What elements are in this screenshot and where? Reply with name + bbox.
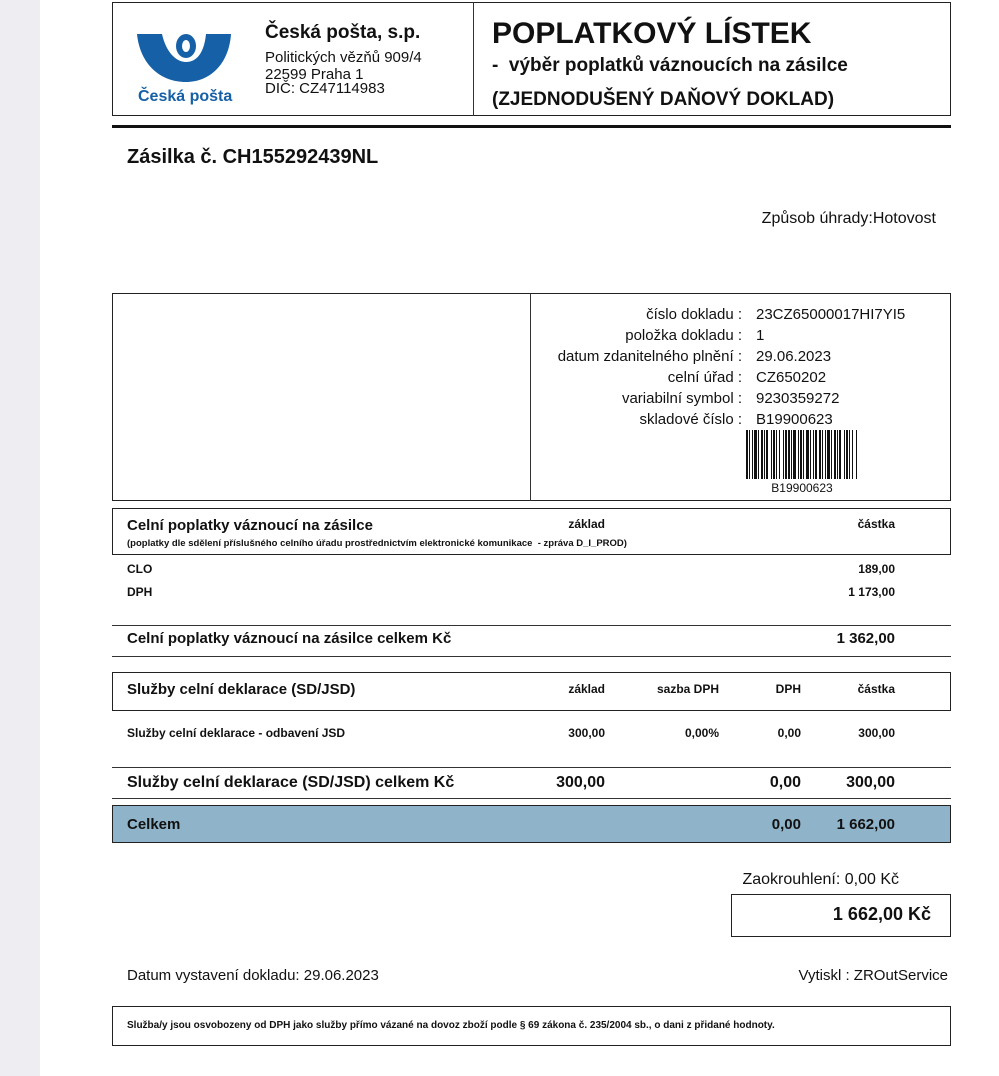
services-total-vat: 0,00: [769, 774, 801, 791]
services-row-amount: 300,00: [858, 726, 895, 740]
ceska-posta-logo-icon: [134, 28, 234, 84]
services-row-name: Služby celní deklarace - odbavení JSD: [127, 726, 346, 740]
document-info-values: [756, 304, 905, 430]
barcode-bar: [856, 430, 857, 479]
barcode-bar: [846, 430, 848, 479]
value-tax-date: 29.06.2023: [756, 348, 832, 365]
rounding-text: Zaokrouhlení: 0,00 Kč: [742, 871, 899, 888]
barcode-bar: [788, 430, 790, 479]
barcode-bar: [831, 430, 832, 479]
barcode-bar: [746, 430, 748, 479]
services-total-rule-top: [112, 767, 951, 768]
barcode-bar: [834, 430, 836, 479]
barcode-bar: [827, 430, 830, 479]
barcode-bar: [776, 430, 777, 479]
label-variable-symbol: variabilní symbol :: [621, 390, 742, 407]
value-doc-number: 23CZ65000017HI7YI5: [756, 306, 906, 323]
services-row-vat: 0,00: [777, 726, 801, 740]
value-doc-item: 1: [756, 327, 765, 344]
barcode-bar: [773, 430, 775, 479]
grand-total-label: Celkem: [127, 816, 181, 833]
customs-row-clo-name: CLO: [127, 562, 153, 576]
barcode-bar: [785, 430, 787, 479]
document-type: (ZJEDNODUŠENÝ DAŇOVÝ DOKLAD): [492, 89, 835, 110]
barcode-bar: [837, 430, 838, 479]
barcode-bar: [839, 430, 841, 479]
barcode-bar: [749, 430, 750, 479]
services-col-amount: částka: [857, 682, 895, 696]
customs-row-dph-name: DPH: [127, 585, 153, 599]
value-customs-office: CZ650202: [756, 369, 827, 386]
label-warehouse-number: skladové číslo :: [639, 411, 742, 428]
issue-date: Datum vystavení dokladu: 29.06.2023: [127, 967, 379, 984]
barcode-bar: [803, 430, 804, 479]
barcode-bar: [771, 430, 772, 479]
customs-total-rule-top: [112, 625, 951, 626]
services-total-amount: 300,00: [846, 774, 895, 791]
barcode-text: B19900623: [771, 481, 833, 495]
barcode-bar: [844, 430, 845, 479]
customs-title: Celní poplatky váznoucí na zásilce: [127, 517, 373, 534]
barcode-bar: [849, 430, 850, 479]
page-left-margin: [0, 0, 40, 1076]
customs-note: (poplatky dle sdělení příslušného celního úřadu prostřednictvím elektronické komunikace - zpráva D_I_PROD): [127, 538, 627, 549]
printed-by: Vytiskl : ZROutService: [798, 967, 948, 984]
payment-method: Způsob úhrady:Hotovost: [761, 210, 936, 227]
label-tax-date: datum zdanitelného plnění :: [557, 348, 742, 365]
customs-total-amount: 1 362,00: [836, 630, 895, 647]
document-info-labels: [530, 304, 742, 430]
barcode-bar: [761, 430, 763, 479]
services-col-vat-rate: sazba DPH: [656, 682, 719, 696]
services-title: Služby celní deklarace (SD/JSD): [127, 681, 356, 698]
barcode-bar: [813, 430, 814, 479]
services-col-vat: DPH: [775, 682, 801, 696]
barcode-icon: [746, 430, 858, 479]
customs-total-label: Celní poplatky váznoucí na zásilce celkem Kč: [127, 630, 452, 647]
customs-col-amount: částka: [857, 517, 895, 531]
barcode-bar: [766, 430, 768, 479]
barcode-bar: [806, 430, 809, 479]
barcode-bar: [822, 430, 823, 479]
grand-total-vat: 0,00: [771, 816, 801, 833]
company-dic: DIČ: CZ47114983: [265, 80, 385, 97]
shipment-number: Zásilka č. CH155292439NL: [127, 146, 379, 168]
company-city: 22599 Praha 1: [265, 66, 364, 83]
document-title: POPLATKOVÝ LÍSTEK: [492, 17, 812, 50]
services-row-base: 300,00: [568, 726, 605, 740]
company-street: Politických vězňů 909/4: [265, 49, 422, 66]
grand-total-band: [112, 805, 951, 843]
barcode-bar: [815, 430, 817, 479]
services-total-label: Služby celní deklarace (SD/JSD) celkem Kč: [127, 774, 455, 791]
label-doc-item: položka dokladu :: [625, 327, 742, 344]
barcode-bar: [852, 430, 853, 479]
services-total-rule-bottom: [112, 798, 951, 799]
footer-note: Služba/y jsou osvobozeny od DPH jako služby přímo vázané na dovoz zboží podle § 69 zákona č. 235/2004 sb., o dani z přidané hodnoty.: [127, 1020, 775, 1031]
services-total-base: 300,00: [556, 774, 605, 791]
barcode-bar: [793, 430, 796, 479]
final-amount: 1 662,00 Kč: [832, 904, 931, 924]
barcode-bar: [754, 430, 757, 479]
label-doc-number: číslo dokladu :: [646, 306, 742, 323]
value-warehouse-number: B19900623: [756, 411, 833, 428]
barcode-bar: [752, 430, 753, 479]
header-divider: [473, 2, 474, 116]
label-customs-office: celní úřad :: [667, 369, 742, 386]
services-row-vat-rate: 0,00%: [684, 726, 719, 740]
barcode-bar: [810, 430, 811, 479]
company-name: Česká pošta, s.p.: [265, 22, 421, 43]
barcode-bar: [798, 430, 799, 479]
barcode-bar: [764, 430, 765, 479]
document-subtitle: - výběr poplatků váznoucích na zásilce: [492, 55, 848, 76]
customs-total-rule-bottom: [112, 656, 951, 657]
customs-col-base: základ: [568, 517, 605, 531]
services-col-base: základ: [568, 682, 605, 696]
barcode-bar: [783, 430, 784, 479]
barcode-bar: [779, 430, 780, 479]
customs-row-dph-amount: 1 173,00: [848, 585, 895, 599]
barcode-bar: [825, 430, 826, 479]
barcode-bar: [800, 430, 802, 479]
logo-text: Česká pošta: [138, 88, 233, 105]
barcode-bar: [758, 430, 759, 479]
value-variable-symbol: 9230359272: [756, 390, 840, 407]
barcode-bar: [791, 430, 792, 479]
customs-row-clo-amount: 189,00: [858, 562, 895, 576]
grand-total-amount: 1 662,00: [836, 816, 895, 833]
header-thick-rule: [112, 125, 951, 128]
barcode-bar: [819, 430, 821, 479]
